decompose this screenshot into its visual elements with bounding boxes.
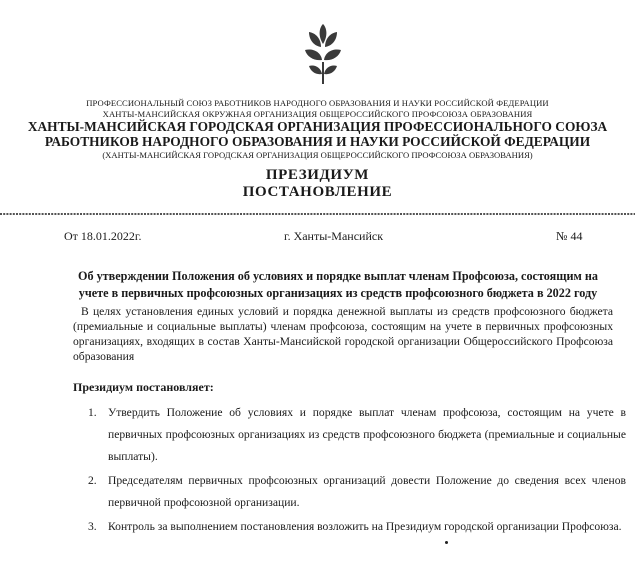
union-logo-icon	[303, 22, 343, 88]
document-place: г. Ханты-Мансийск	[284, 229, 384, 243]
item-number: 3.	[88, 520, 97, 533]
resolution-subject: Об утверждении Положения об условиях и порядке выплат членам Профсоюза, состоящим на учете в первичных профсоюзных организациях из средств профсоюзного бюджета в 2022 году	[77, 269, 599, 300]
document-number: № 44	[556, 229, 583, 243]
resolution-items	[70, 402, 626, 540]
ink-speck	[445, 541, 448, 544]
city-organization-line1: ХАНТЫ-МАНСИЙСКАЯ ГОРОДСКАЯ ОРГАНИЗАЦИЯ ПРОФЕССИОНАЛЬНОГО СОЮЗА	[27, 119, 608, 134]
item-text: Утвердить Положение об условиях и порядке выплат членам профсоюза, состоящим на учете в первичных профсоюзных организациях из средств профсоюзного бюджета (премиальные и социальные выплаты).	[108, 406, 626, 463]
item-text: Контроль за выполнением постановления возложить на Президиум городской организации Профсоюза.	[108, 520, 622, 533]
list-item	[70, 470, 626, 514]
okrug-organization: ХАНТЫ-МАНСИЙСКАЯ ОКРУЖНАЯ ОРГАНИЗАЦИЯ ОБЩЕРОССИЙСКОГО ПРОФСОЮЗА ОБРАЗОВАНИЯ	[102, 109, 533, 119]
union-name: ПРОФЕССИОНАЛЬНЫЙ СОЮЗ РАБОТНИКОВ НАРОДНОГО ОБРАЗОВАНИЯ И НАУКИ РОССИЙСКОЙ ФЕДЕРАЦИИ	[86, 98, 549, 108]
preamble-paragraph: В целях установления единых условий и порядка денежной выплаты из средств профсоюзного бюджета (премиальные и социальные выплаты) членам профсоюза, состоящим на учете в первичных профсоюзных организациях, входящих в состав Ханты-Мансийской городской организации Общероссийского Профсоюза образования	[73, 305, 613, 363]
document-type: ПОСТАНОВЛЕНИЕ	[242, 184, 393, 200]
header-divider	[0, 213, 635, 215]
item-number: 1.	[88, 406, 97, 419]
item-number: 2.	[88, 474, 97, 487]
document-date: От 18.01.2022г.	[64, 229, 142, 243]
city-organization-paren: (ХАНТЫ-МАНСИЙСКАЯ ГОРОДСКАЯ ОРГАНИЗАЦИЯ ОБЩЕРОССИЙСКОГО ПРОФСОЮЗА ОБРАЗОВАНИЯ)	[102, 150, 533, 160]
item-text: Председателям первичных профсоюзных организаций довести Положение до сведения всех членов первичной профсоюзной организации.	[108, 474, 626, 509]
list-item	[70, 402, 626, 468]
city-organization-line2: РАБОТНИКОВ НАРОДНОГО ОБРАЗОВАНИЯ И НАУКИ РОССИЙСКОЙ ФЕДЕРАЦИИ	[44, 134, 591, 149]
list-item	[70, 516, 626, 538]
resolves-heading: Президиум постановляет:	[73, 380, 214, 394]
body-title: ПРЕЗИДИУМ	[265, 167, 370, 183]
